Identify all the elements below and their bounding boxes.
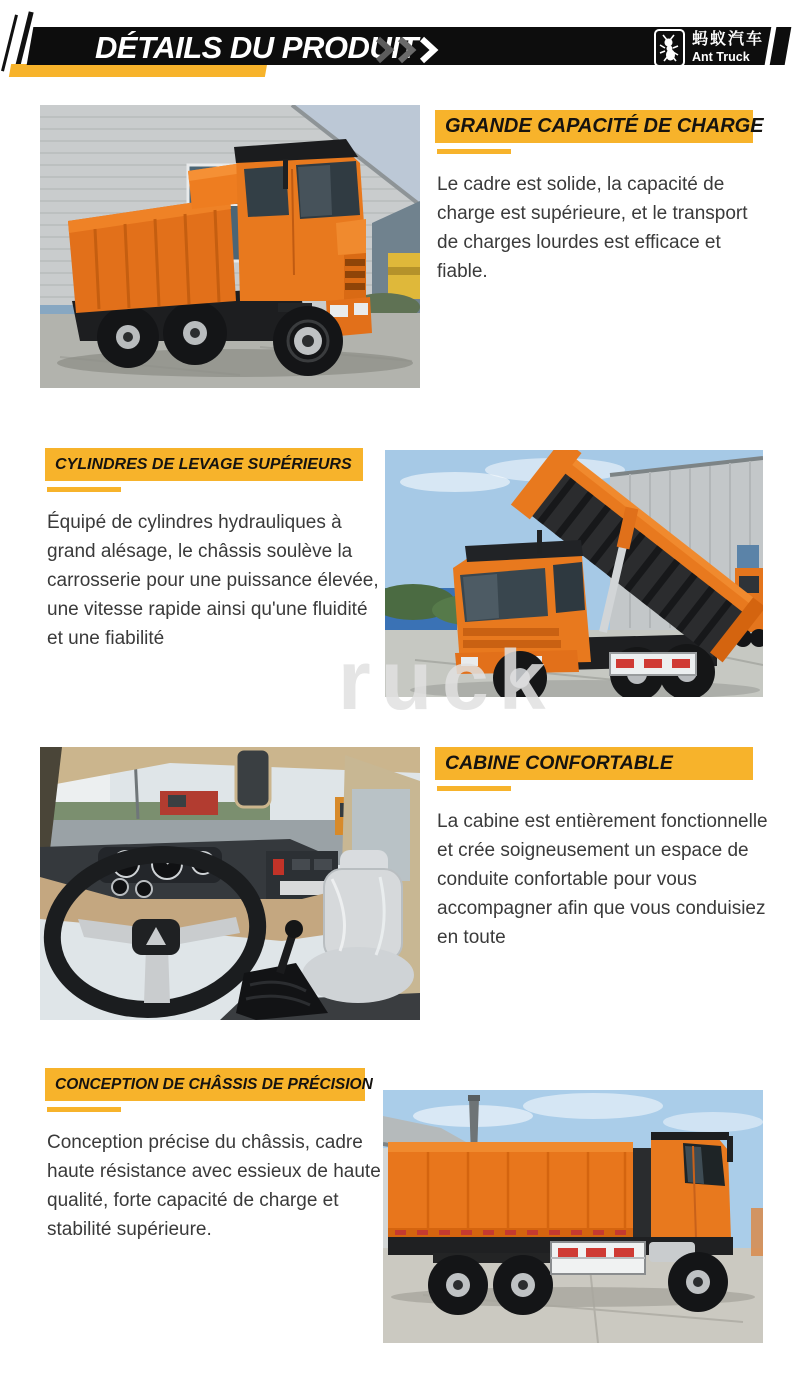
section-body: Équipé de cylindres hydrauliques à grand alésage, le châssis soulève la carrosserie pour une puissance élevée, une vitesse rapide ainsi qu'une fluidité et une fiabilité	[47, 512, 379, 649]
photo-watermark: ruck	[338, 633, 556, 727]
title-underline	[47, 487, 121, 492]
section-title-band	[435, 747, 753, 780]
photo-cabin-interior	[40, 747, 420, 1020]
brand-logo	[654, 29, 764, 67]
chevron-right-icon	[396, 36, 417, 64]
section-title: GRANDE CAPACITÉ DE CHARGE	[445, 115, 764, 137]
brand-name-en: Ant Truck	[692, 50, 750, 65]
chevrons-right-icon	[374, 36, 439, 64]
chevron-right-icon	[418, 36, 439, 64]
section-title-band	[45, 1068, 373, 1101]
section-title: CONCEPTION DE CHÂSSIS DE PRÉCISION	[55, 1075, 373, 1093]
section-title: CABINE CONFORTABLE	[445, 752, 673, 774]
section-body: Le cadre est solide, la capacité de charge est supérieure, et le transport de charges lourdes est efficace et fiable.	[437, 174, 748, 282]
ant-icon	[654, 29, 685, 67]
brand-name-cn: 蚂蚁汽车	[692, 31, 765, 49]
section-title-band	[45, 448, 363, 481]
photo-truck-side-view	[383, 1090, 763, 1343]
page-title: DÉTAILS DU PRODUIT	[95, 30, 418, 65]
title-underline	[437, 786, 511, 791]
photo-truck-front-quarter	[40, 105, 420, 388]
title-underline	[437, 149, 511, 154]
section-body: La cabine est entièrement fonctionnelle et crée soigneusement un espace de conduite confortable pour vous accompagner afin que vous conduisiez en toute	[437, 811, 768, 948]
section-title-band	[435, 110, 764, 143]
section-title: CYLINDRES DE LEVAGE SUPÉRIEURS	[55, 455, 352, 473]
title-underline	[47, 1107, 121, 1112]
section-body: Conception précise du châssis, cadre haute résistance avec essieux de haute qualité, forte capacité de charge et stabilité supérieure.	[47, 1132, 381, 1240]
chevron-right-icon	[374, 36, 395, 64]
